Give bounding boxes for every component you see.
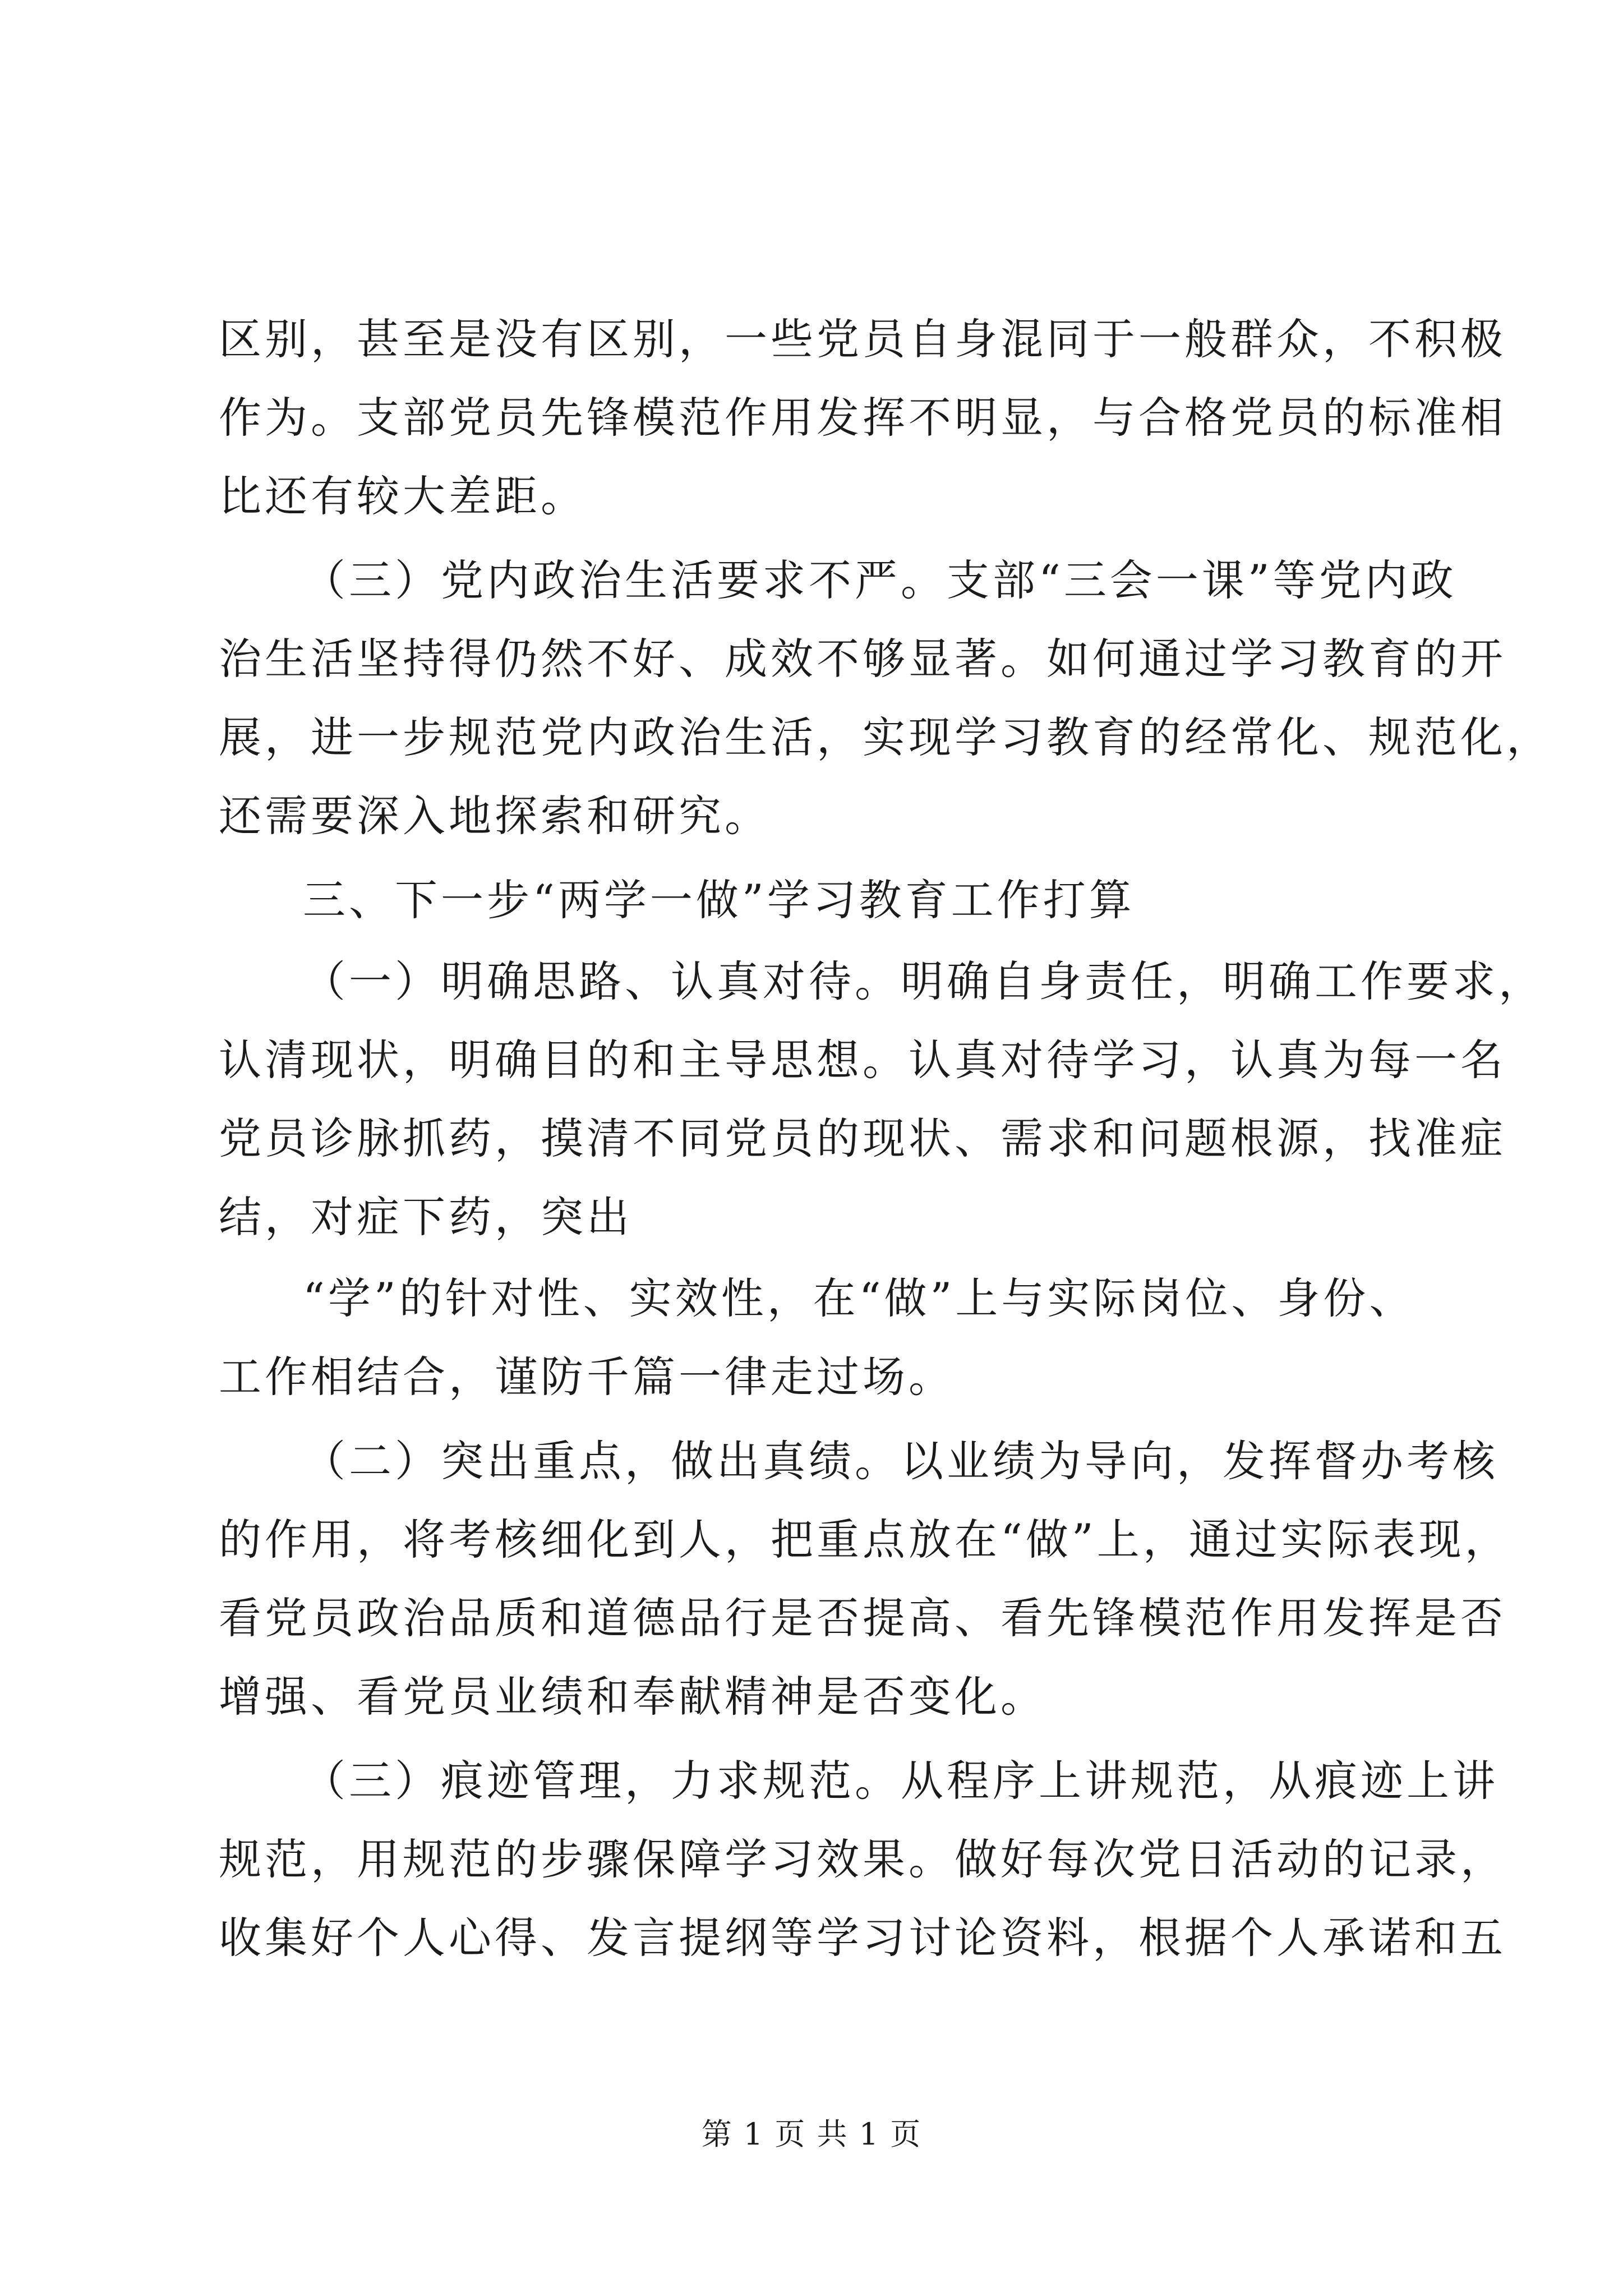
text-line: 区别，甚至是没有区别，一些党员自身混同于一般群众，不积极 bbox=[219, 314, 1506, 364]
text-line: 看党员政治品质和道德品行是否提高、看先锋模范作用发挥是否 bbox=[219, 1593, 1506, 1643]
text-line: 党员诊脉抓药，摸清不同党员的现状、需求和问题根源，找准症 bbox=[219, 1114, 1506, 1163]
paragraph-heading: （三）党内政治生活要求不严。支部“三会一课”等党内政 bbox=[303, 555, 1457, 605]
text-line: 增强、看党员业绩和奉献精神是否变化。 bbox=[219, 1672, 1046, 1722]
text-line: 作为。支部党员先锋模范作用发挥不明显，与合格党员的标准相 bbox=[219, 393, 1506, 443]
paragraph-heading: （二）突出重点，做出真绩。以业绩为导向，发挥督办考核 bbox=[303, 1436, 1498, 1486]
section-heading: 三、下一步“两学一做”学习教育工作打算 bbox=[303, 875, 1135, 925]
text-line: 的作用，将考核细化到人，把重点放在“做”上，通过实际表现， bbox=[219, 1515, 1511, 1565]
text-line: 认清现状，明确目的和主导思想。认真对待学习，认真为每一名 bbox=[219, 1035, 1506, 1085]
text-line: 规范，用规范的步骤保障学习效果。做好每次党日活动的记录， bbox=[219, 1834, 1506, 1884]
text-line: 比还有较大差距。 bbox=[219, 471, 587, 521]
text-line: 工作相结合，谨防千篇一律走过场。 bbox=[219, 1352, 955, 1402]
text-line: 收集好个人心得、发言提纲等学习讨论资料，根据个人承诺和五 bbox=[219, 1913, 1506, 1963]
text-line: 治生活坚持得仍然不好、成效不够显著。如何通过学习教育的开 bbox=[219, 634, 1506, 684]
page-number-footer: 第 1 页 共 1 页 bbox=[701, 2116, 922, 2152]
text-line: “学”的针对性、实效性，在“做”上与实际岗位、身份、 bbox=[303, 1273, 1415, 1323]
paragraph-heading: （一）明确思路、认真对待。明确自身责任，明确工作要求， bbox=[303, 956, 1544, 1006]
text-line: 还需要深入地探索和研究。 bbox=[219, 791, 771, 841]
text-line: 结，对症下药，突出 bbox=[219, 1192, 633, 1242]
text-line: 展，进一步规范党内政治生活，实现学习教育的经常化、规范化， bbox=[219, 712, 1552, 762]
paragraph-heading: （三）痕迹管理，力求规范。从程序上讲规范，从痕迹上讲 bbox=[303, 1756, 1498, 1806]
